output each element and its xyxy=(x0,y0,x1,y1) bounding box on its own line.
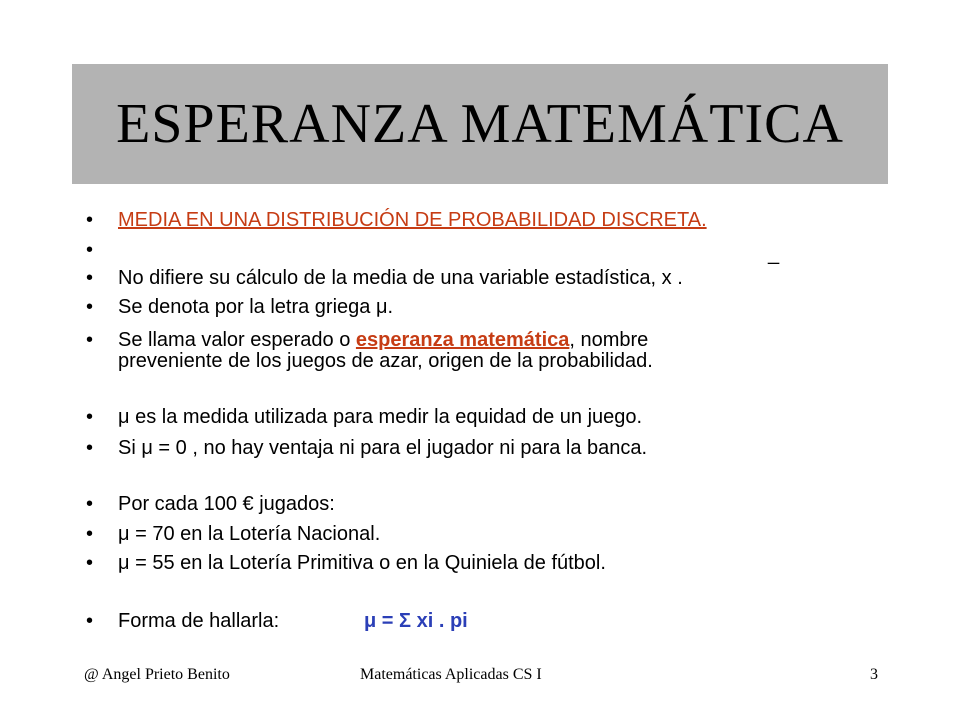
bullet-marker: • xyxy=(86,523,94,545)
formula: μ = Σ xi . pi xyxy=(364,610,468,632)
bullet-valor-esperado-line2: preveniente de los juegos de azar, origen de la probabilidad. xyxy=(118,350,653,372)
bullet-marker: • xyxy=(86,239,94,261)
bullet-marker: • xyxy=(86,493,94,515)
bullet-valor-esperado-pre: Se llama valor esperado o xyxy=(118,329,356,351)
bullet-marker: • xyxy=(86,437,94,459)
footer-course: Matemáticas Aplicadas CS I xyxy=(360,666,542,683)
bullet-primitiva: μ = 55 en la Lotería Primitiva o en la Quiniela de fútbol. xyxy=(118,552,606,574)
bullet-media-heading: MEDIA EN UNA DISTRIBUCIÓN DE PROBABILIDAD DISCRETA. xyxy=(118,209,707,231)
slide-title: ESPERANZA MATEMÁTICA xyxy=(116,93,844,155)
bullet-marker: • xyxy=(86,610,94,632)
esperanza-matematica-link[interactable]: esperanza matemática xyxy=(355,329,570,351)
bullet-marker: • xyxy=(86,296,94,318)
footer-author: @ Angel Prieto Benito xyxy=(84,666,230,683)
page-number: 3 xyxy=(870,666,878,683)
bullet-forma-hallarla xyxy=(118,610,918,632)
bullet-letra-griega: Se denota por la letra griega μ. xyxy=(118,296,394,318)
bullet-marker: • xyxy=(86,552,94,574)
bullet-calculo: No difiere su cálculo de la media de una variable estadística, x . xyxy=(118,267,683,289)
bullet-marker: • xyxy=(86,329,94,351)
bullet-ventaja: Si μ = 0 , no hay ventaja ni para el jugador ni para la banca. xyxy=(118,437,648,459)
bullet-marker: • xyxy=(86,267,94,289)
bullet-valor-esperado-post: , nombre xyxy=(569,329,649,351)
bullet-marker: • xyxy=(86,209,94,231)
bullet-por-cada: Por cada 100 € jugados: xyxy=(118,493,335,515)
bullet-equidad: μ es la medida utilizada para medir la equidad de un juego. xyxy=(118,406,643,428)
x-bar-symbol: _ xyxy=(768,243,780,265)
forma-label: Forma de hallarla: xyxy=(118,610,280,632)
bullet-loteria-nacional: μ = 70 en la Lotería Nacional. xyxy=(118,523,381,545)
bullet-marker: • xyxy=(86,406,94,428)
bullet-valor-esperado xyxy=(118,329,918,351)
